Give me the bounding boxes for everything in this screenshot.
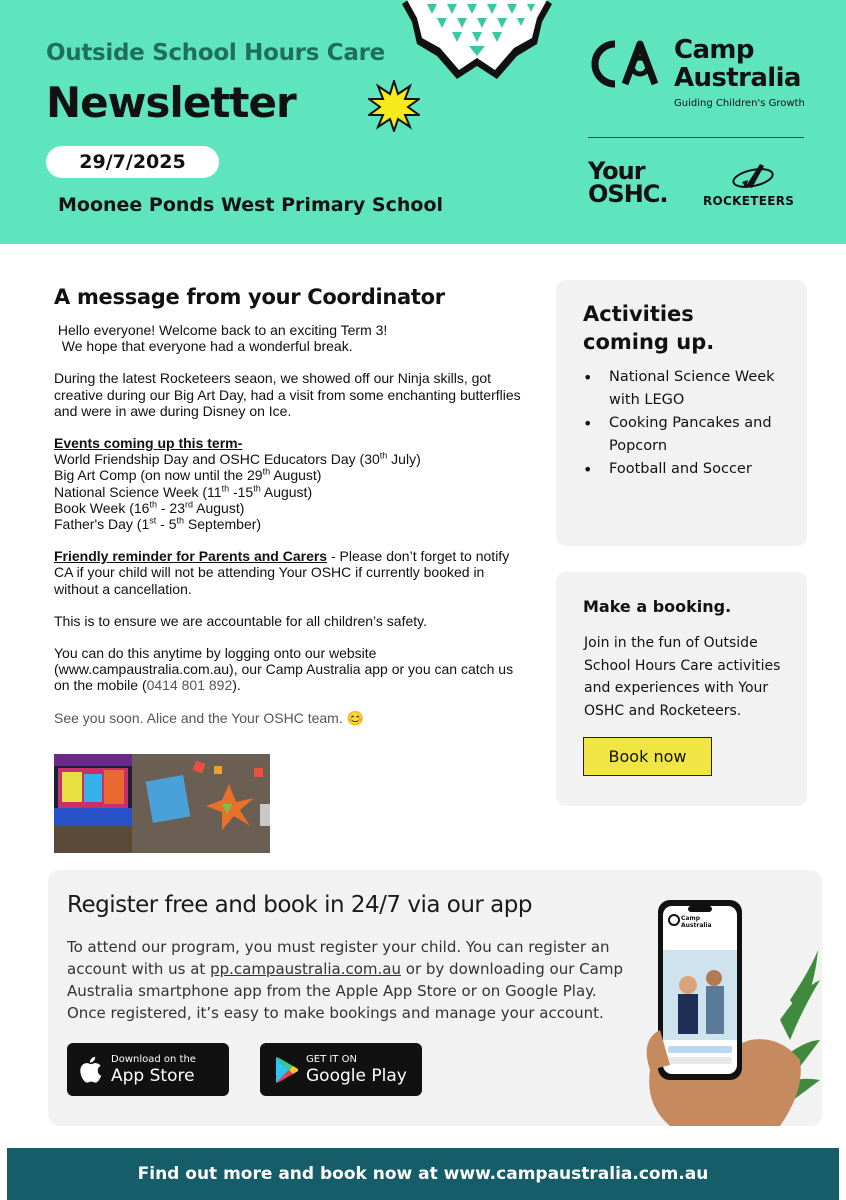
school-name: Moonee Ponds West Primary School xyxy=(58,194,444,216)
activities-title xyxy=(583,300,714,356)
register-description: To attend our program, you must register your child. You can register an account with us at pp.campaustralia.com.au or by downloading our Camp Australia smartphone app from the Apple App Store or on Google Play. Once registered, it’s easy to make bookings and manage your account. xyxy=(67,938,623,1022)
event-item: Father's Day (1st - 5th September) xyxy=(54,515,262,533)
app-store-small-label: Download on the xyxy=(111,1053,196,1065)
google-play-icon xyxy=(260,1043,306,1096)
reminder-paragraph: Friendly reminder for Parents and Carers - Please don’t forget to notify CA if your child will not be attending Your OSHC if currently booked in without a cancellation. xyxy=(54,548,510,597)
register-title: Register free and book in 24/7 via our app xyxy=(67,892,532,918)
book-now-button[interactable] xyxy=(583,737,712,776)
footer-text[interactable]: Find out more and book now at www.campaustralia.com.au xyxy=(137,1164,709,1184)
google-play-small-label: GET IT ON xyxy=(306,1053,357,1065)
coordinator-message-title: A message from your Coordinator xyxy=(54,285,445,309)
phone-brand-line2: Australia xyxy=(681,922,712,929)
footer-bar xyxy=(7,1148,839,1200)
phone-number: 0414 801 892 xyxy=(146,677,233,694)
signoff: See you soon. Alice and the Your OSHC team. 😊 xyxy=(54,709,365,726)
phone-brand-line1: Camp xyxy=(681,915,700,922)
google-play-button[interactable] xyxy=(260,1043,422,1096)
greeting-line2: We hope that everyone had a wonderful break. xyxy=(61,338,353,355)
phone-hand-icon xyxy=(630,890,820,1126)
list-item: • Cooking Pancakes and Popcorn xyxy=(583,412,793,458)
brand-tagline: Guiding Children's Growth xyxy=(674,98,805,109)
book-now-label: Book now xyxy=(608,747,687,766)
event-item: World Friendship Day and OSHC Educators Day (30th July) xyxy=(54,450,421,468)
coordinator-message-body xyxy=(54,322,524,726)
brand-name-line2: Australia xyxy=(674,63,801,93)
app-store-label: App Store xyxy=(111,1065,195,1086)
rocketeers-logo-text: ROCKETEERS xyxy=(703,194,795,208)
event-item: Big Art Comp (on now until the 29th August) xyxy=(54,466,322,484)
brand-name xyxy=(674,36,801,92)
list-item: • Football and Soccer xyxy=(583,458,793,481)
activities-title-line2: coming up. xyxy=(583,330,715,354)
activity-photo-collage-icon xyxy=(54,754,270,853)
your-oshc-line1: Your xyxy=(588,157,645,185)
contact-paragraph: You can do this anytime by logging onto our website (www.campaustralia.com.au), our Camp Australia app or you can catch us on the mobile (0414 801 892). xyxy=(54,645,514,694)
events-heading: Events coming up this term- xyxy=(54,435,243,452)
event-item: National Science Week (11th -15th August) xyxy=(54,482,313,500)
event-item: Book Week (16th - 23rd August) xyxy=(54,499,245,516)
activities-list xyxy=(583,366,793,481)
header-subtitle: Outside School Hours Care xyxy=(46,40,385,66)
smile-emoji-icon: 😊 xyxy=(346,709,365,726)
camp-australia-logo-icon xyxy=(585,36,671,92)
date-text: 29/7/2025 xyxy=(79,151,186,173)
app-store-button[interactable] xyxy=(67,1043,229,1096)
header-divider xyxy=(588,137,804,138)
reminder-heading: Friendly reminder for Parents and Carers xyxy=(54,548,328,565)
rocket-icon xyxy=(730,160,776,192)
register-link[interactable]: pp.campaustralia.com.au xyxy=(210,960,401,978)
apple-icon xyxy=(67,1043,107,1096)
greeting-line1: Hello everyone! Welcome back to an exciting Term 3! xyxy=(57,322,388,338)
date-badge xyxy=(46,146,219,178)
your-oshc-logo xyxy=(588,157,668,208)
brand-name-line1: Camp xyxy=(674,35,754,65)
activities-title-line1: Activities xyxy=(583,302,694,326)
recap-paragraph: During the latest Rocketeers seaon, we showed off our Ninja skills, got creative during our Big Art Day, had a visit from some enchanting butterflies and were in awe during Disney on Ice. xyxy=(54,370,521,419)
google-play-label: Google Play xyxy=(306,1065,407,1086)
booking-description: Join in the fun of Outside School Hours Care activities and experiences with Your OSHC and Rocketeers. xyxy=(584,635,781,719)
sun-burst-icon xyxy=(368,80,420,132)
your-oshc-line2: OSHC. xyxy=(588,180,668,208)
rosette-decoration-icon xyxy=(397,0,557,90)
activity-photos xyxy=(54,754,270,853)
phone-illustration xyxy=(630,890,820,1126)
safety-paragraph: This is to ensure we are accountable for all children’s safety. xyxy=(54,612,428,629)
list-item: • National Science Week with LEGO xyxy=(583,366,793,412)
booking-title: Make a booking. xyxy=(583,597,732,616)
page-title: Newsletter xyxy=(46,78,296,127)
